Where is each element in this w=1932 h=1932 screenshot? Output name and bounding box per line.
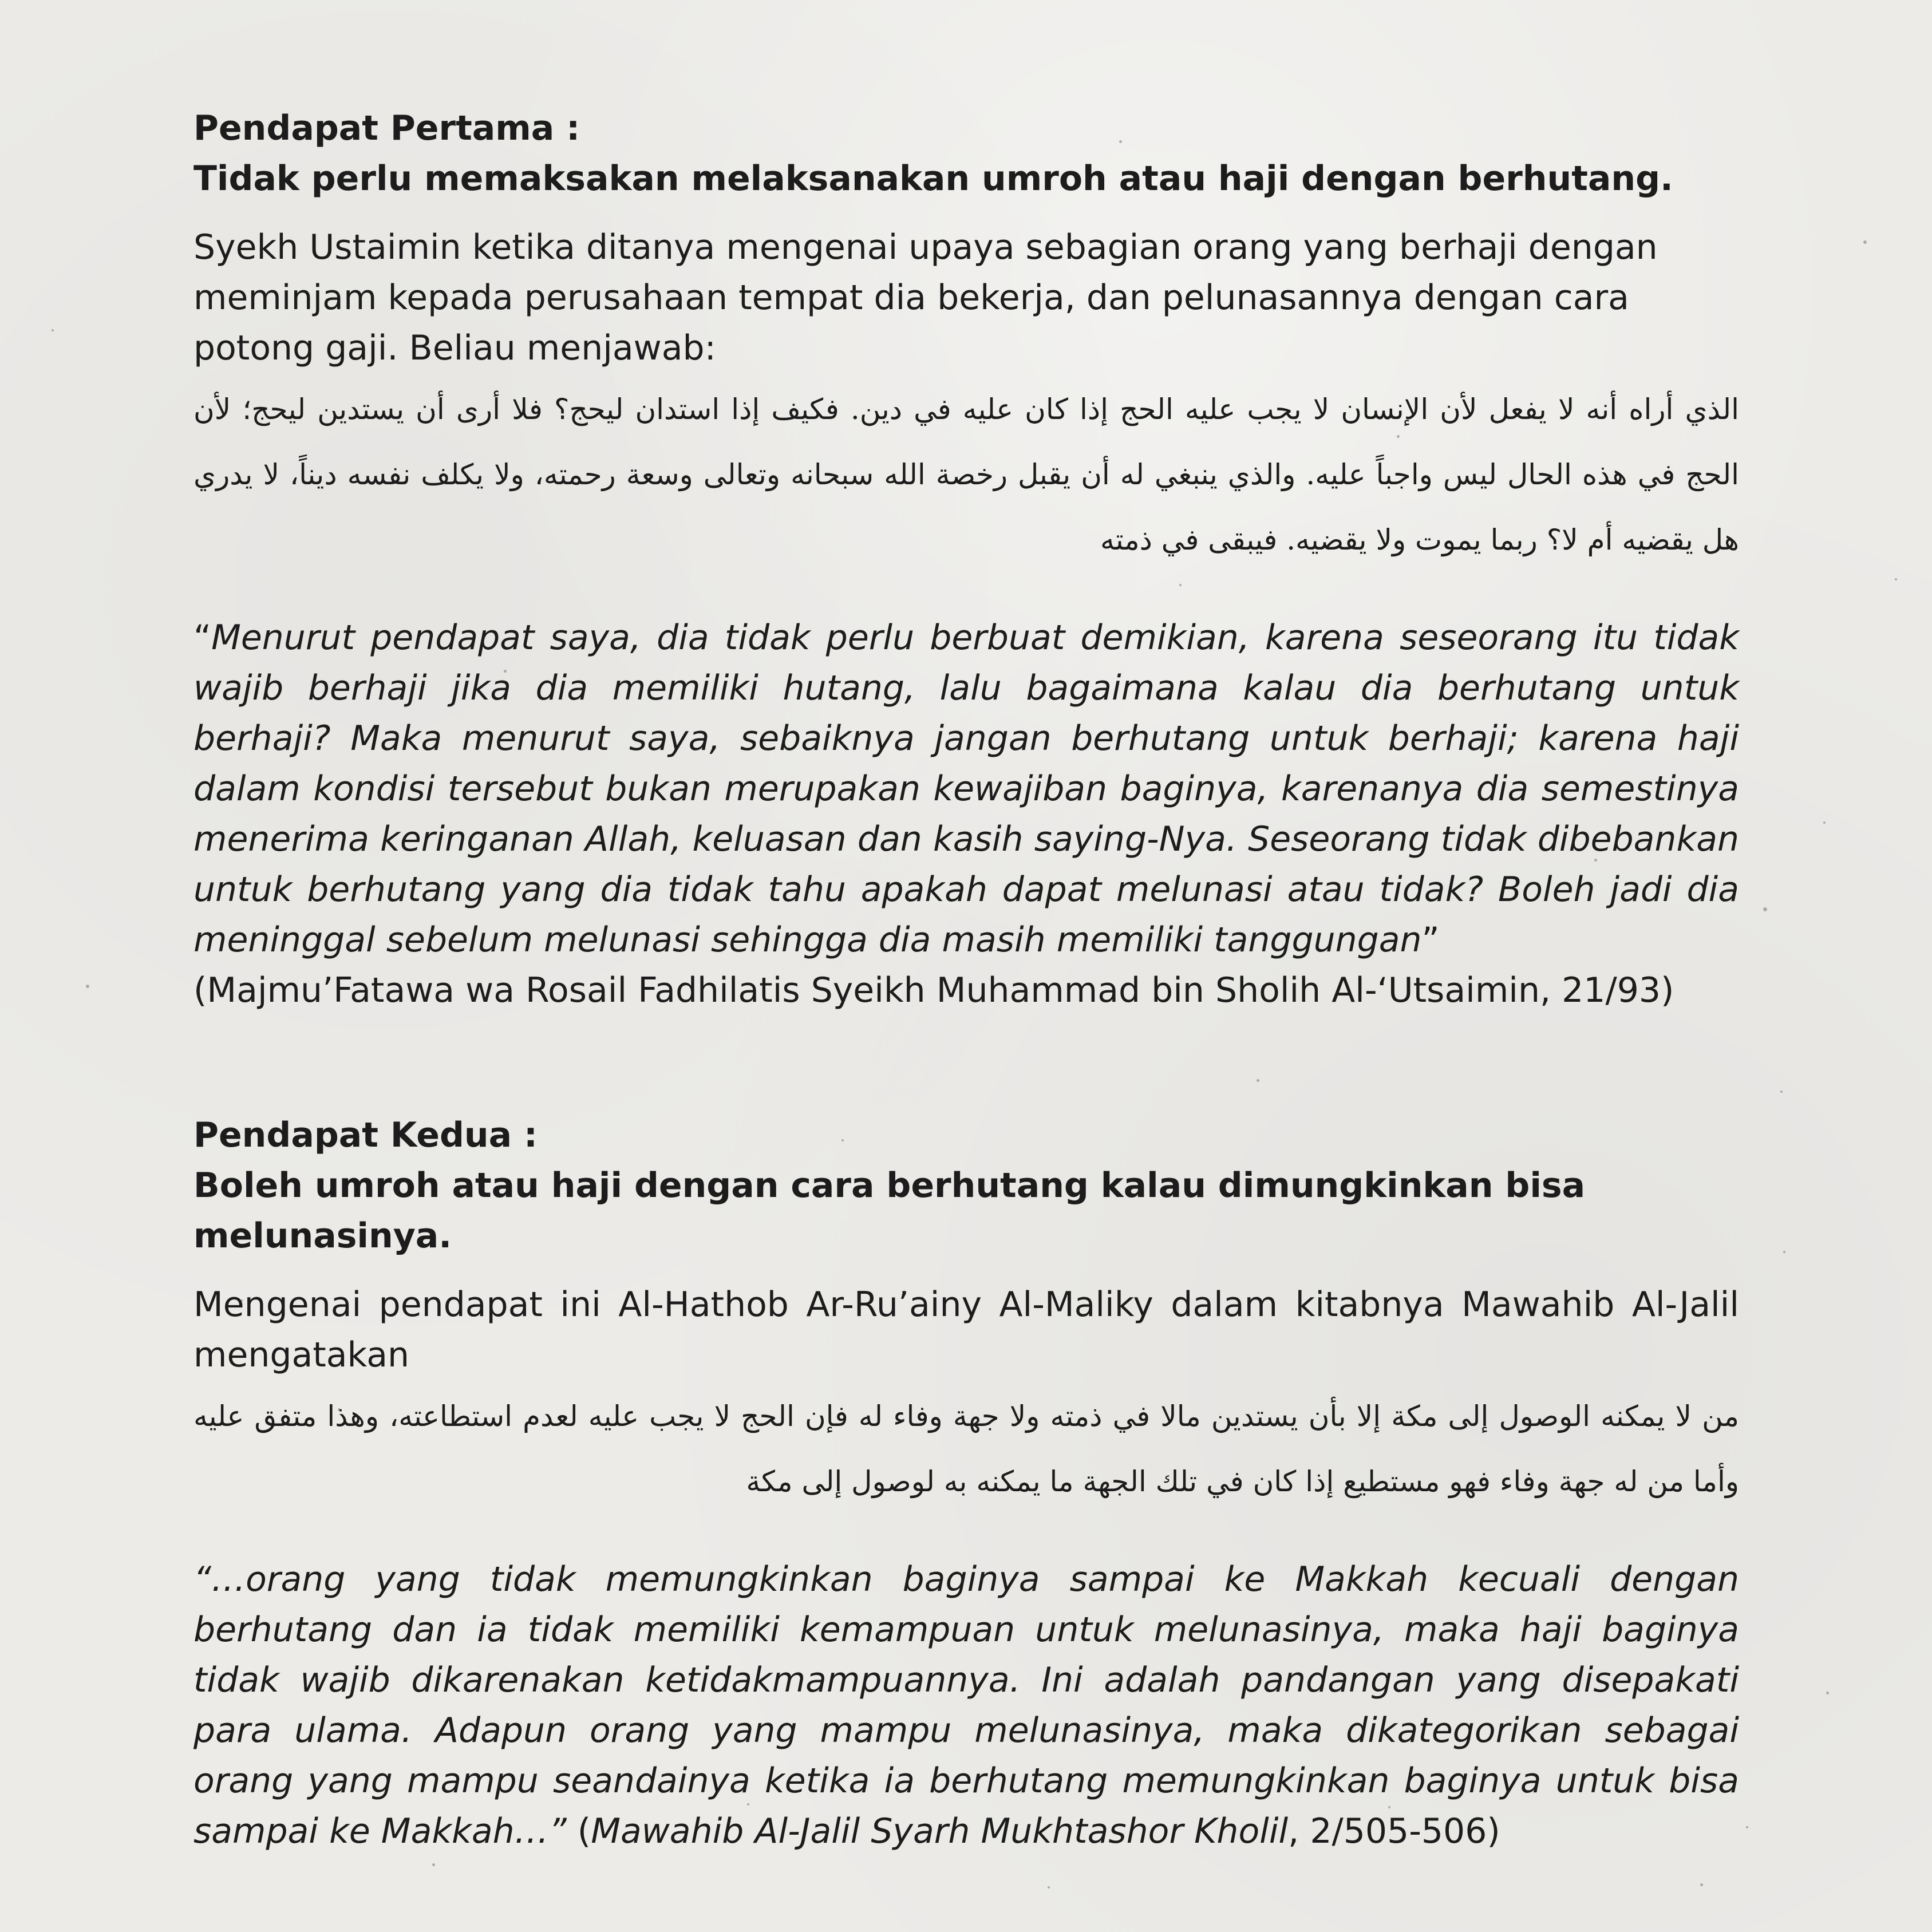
section1-heading: Pendapat Pertama : xyxy=(193,108,580,148)
paper-speck xyxy=(1783,1251,1785,1253)
section2-heading: Pendapat Kedua : xyxy=(193,1115,538,1155)
section2-cite-open: ( xyxy=(566,1811,591,1851)
document-body xyxy=(193,103,1739,1856)
section2-translation-text: “…orang yang tidak memungkinkan baginya sampai ke Makkah kecuali dengan berhutang dan ia tidak memiliki kemampuan untuk melunasinya, maka haji baginya tidak wajib dikarenakan ketidakmampuannya. Ini adalah pandangan yang disepakati para ulama. Adapun orang yang mampu melunasinya, maka dikategorikan sebagai orang yang mampu seandainya ketika ia berhutang memungkinkan baginya untuk bisa sampai ke Makkah…” xyxy=(193,1559,1739,1851)
quote-open-mark: “ xyxy=(193,618,212,658)
paper-speck xyxy=(1826,1692,1829,1694)
paper-speck xyxy=(1780,1091,1783,1093)
section-first-opinion xyxy=(193,103,1739,1016)
section-second-opinion xyxy=(193,1110,1739,1856)
paper-speck xyxy=(1746,1826,1748,1828)
quote-close-mark: ” xyxy=(1421,920,1440,960)
section2-translation-quote xyxy=(193,1554,1739,1856)
paper-speck xyxy=(1700,1883,1703,1886)
section2-cite-title: Mawahib Al-Jalil Syarh Mukhtashor Kholil xyxy=(591,1811,1289,1851)
section1-arabic-quote: الذي أراه أنه لا يفعل لأن الإنسان لا يجب عليه الحج إذا كان عليه في دين. فكيف إذا استدان ليحج؟ فلا أرى أن يستدين ليحج؛ لأن الحج في هذه الحال ليس واجباً عليه. والذي ينبغي له أن يقبل رخصة الله سبحانه وتعالى وسعة رحمته، ولا يكلف نفسه ديناً، لا يدري هل يقضيه أم لا؟ ربما يموت ولا يقضيه. فيبقى في ذمته xyxy=(193,393,1739,556)
paper-speck xyxy=(52,329,54,331)
section1-translation-quote xyxy=(193,613,1739,965)
section2-cite-rest: , 2/505-506) xyxy=(1288,1811,1500,1851)
paper-speck xyxy=(1863,240,1867,244)
paper-speck xyxy=(1895,578,1897,580)
section2-subheading: Boleh umroh atau haji dengan cara berhutang kalau dimungkinkan bisa melunasinya. xyxy=(193,1165,1586,1256)
section1-translation-text: Menurut pendapat saya, dia tidak perlu berbuat demikian, karena seseorang itu tidak wajib berhaji jika dia memiliki hutang, lalu bagaimana kalau dia berhutang untuk berhaji? Maka menurut saya, sebaiknya jangan berhutang untuk berhaji; karena haji dalam kondisi tersebut bukan merupakan kewajiban baginya, karenanya dia semestinya menerima keringanan Allah, keluasan dan kasih saying-Nya. Seseorang tidak dibebankan untuk berhutang yang dia tidak tahu apakah dapat melunasi atau tidak? Boleh jadi dia meninggal sebelum melunasi sehingga dia masih memiliki tanggungan xyxy=(193,618,1739,960)
section2-arabic-quote: من لا يمكنه الوصول إلى مكة إلا بأن يستدين مالا في ذمته ولا جهة وفاء له فإن الحج لا يجب عليه لعدم استطاعته، وهذا متفق عليه وأما من له جهة وفاء فهو مستطيع إذا كان في تلك الجهة ما يمكنه به لوصول إلى مكة xyxy=(193,1400,1739,1498)
paper-speck xyxy=(432,1863,435,1866)
paper-speck xyxy=(86,985,89,988)
paper-speck xyxy=(1763,907,1767,911)
section1-citation: (Majmu’Fatawa wa Rosail Fadhilatis Syeikh Muhammad bin Sholih Al-‘Utsaimin, 21/93) xyxy=(193,970,1674,1010)
paper-speck xyxy=(1823,821,1826,824)
section1-intro: Syekh Ustaimin ketika ditanya mengenai upaya sebagian orang yang berhaji dengan meminjam kepada perusahaan tempat dia bekerja, dan pelunasannya dengan cara potong gaji. Beliau menjawab: xyxy=(193,227,1658,368)
section2-intro: Mengenai pendapat ini Al-Hathob Ar-Ru’ainy Al-Maliky dalam kitabnya Mawahib Al-Jalil mengatakan xyxy=(193,1285,1739,1375)
paper-speck xyxy=(1048,1886,1050,1888)
section1-subheading: Tidak perlu memaksakan melaksanakan umroh atau haji dengan berhutang. xyxy=(193,159,1673,199)
